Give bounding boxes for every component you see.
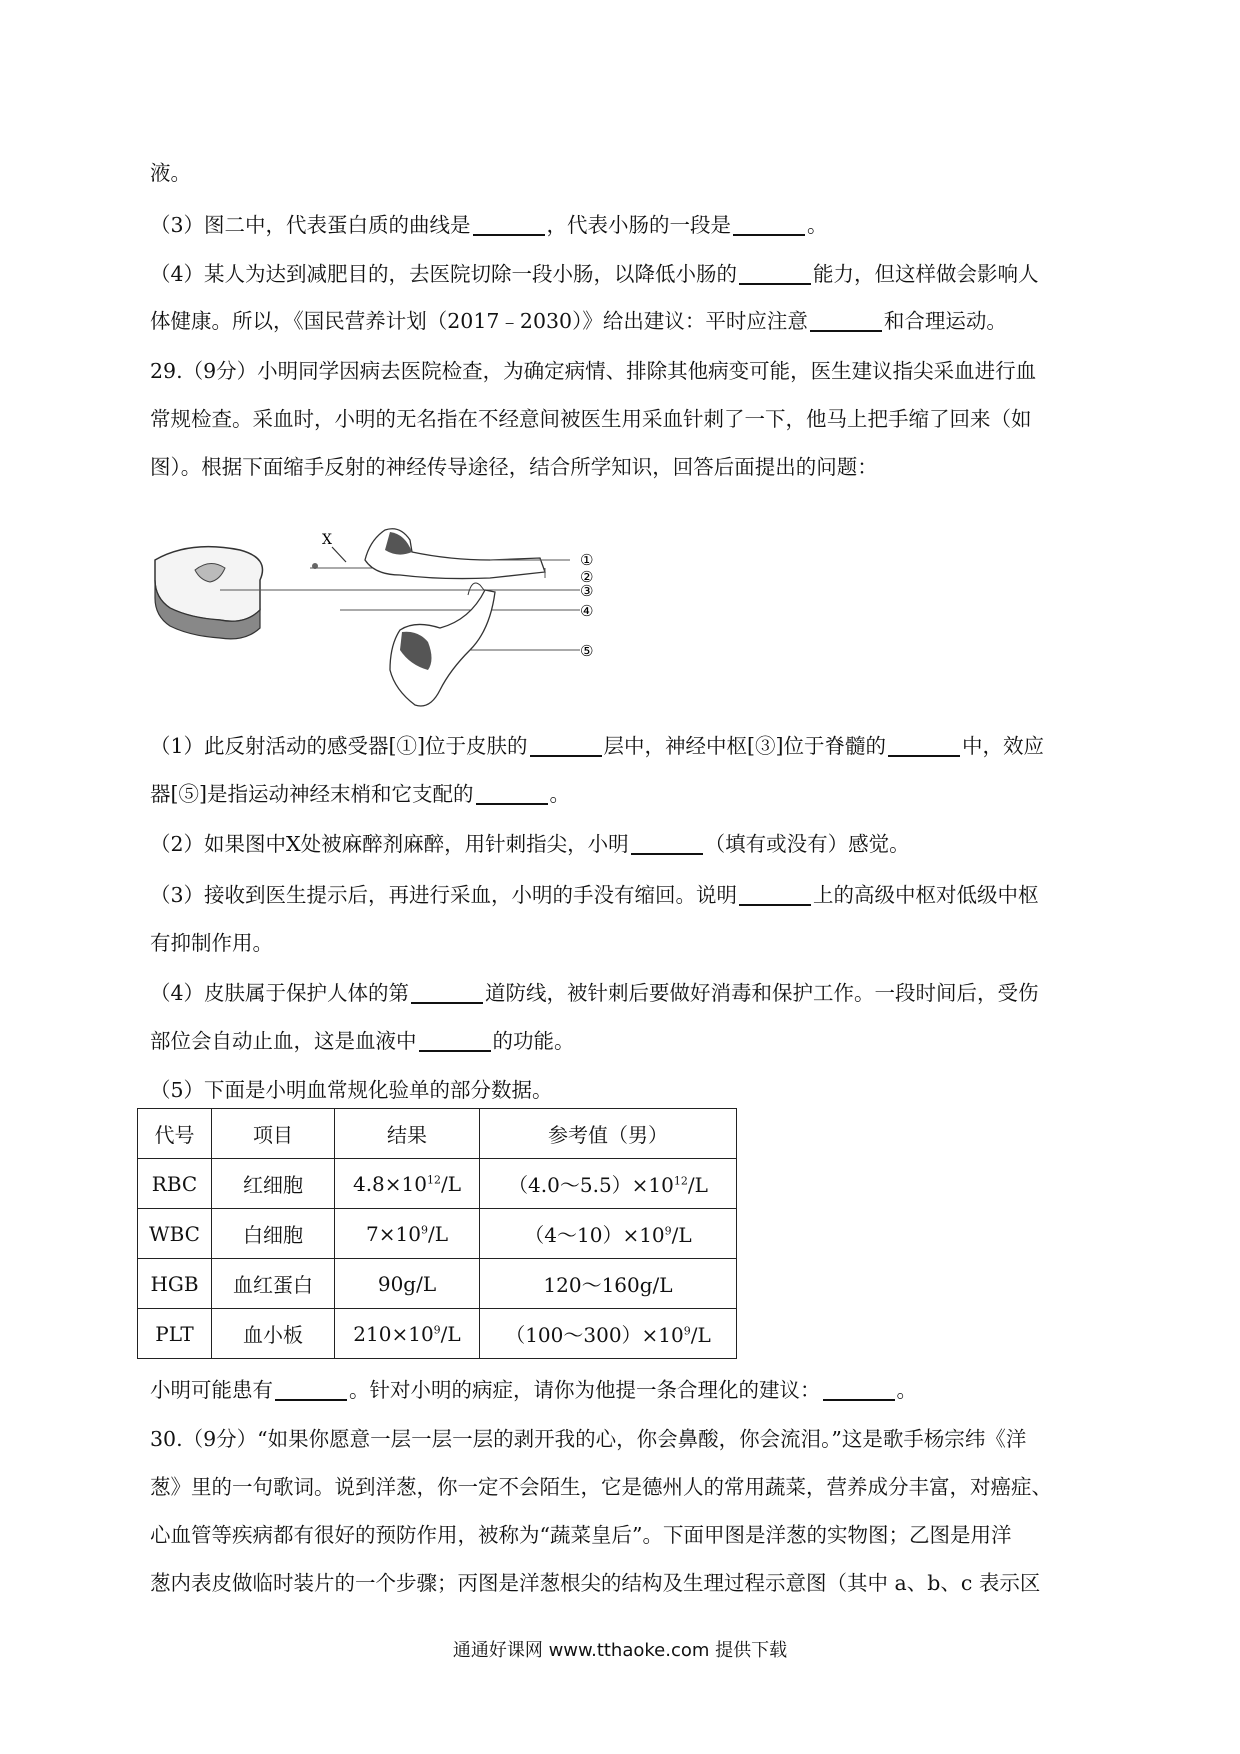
code-cell: HGB [138, 1259, 212, 1309]
question-30-line4: 葱内表皮做临时装片的一个步骤；丙图是洋葱根尖的结构及生理过程示意图（其中 a、b、c 表示区 [150, 1571, 1041, 1595]
item-cell: 血红蛋白 [212, 1259, 335, 1309]
table-header-row [138, 1109, 737, 1159]
answer-blank[interactable] [419, 1028, 491, 1052]
header-cell: 参考值（男） [480, 1109, 737, 1159]
answer-blank[interactable] [739, 882, 811, 906]
item-cell: 血小板 [212, 1309, 335, 1359]
question-30-line2: 葱》里的一句歌词。说到洋葱，你一定不会陌生，它是德州人的常用蔬菜，营养成分丰富，对癌症、 [150, 1475, 1052, 1499]
code-cell: WBC [138, 1209, 212, 1259]
question-4: （4）某人为达到减肥目的，去医院切除一段小肠，以降低小肠的 能力，但这样做会影响人 [150, 262, 1039, 286]
answer-blank[interactable] [275, 1377, 347, 1401]
label-1: ① [580, 551, 594, 569]
reference-cell: $(4\sim 10)\times 10^9/L$ [480, 1209, 737, 1259]
result-cell: $210\times 10^9/L$ [335, 1309, 480, 1359]
reference-cell: $(100\sim 300)\times 10^9/L$ [480, 1309, 737, 1359]
reference-cell: $(4.0\sim 5.5)\times 10^{12}/L$ [480, 1159, 737, 1209]
question-29-line3: 图）。根据下面缩手反射的神经传导途径，结合所学知识，回答后面提出的问题： [150, 455, 878, 479]
diagnosis-line: 小明可能患有 。针对小明的病症，请你为他提一条合理化的建议： 。 [150, 1378, 917, 1402]
question-4-cont: 体健康。所以，《国民营养计划（2017﹣2030）》给出建议：平时应注意 和合理运动。 [150, 309, 1007, 333]
answer-blank[interactable] [739, 261, 811, 285]
subquestion-1: （1）此反射活动的感受器[①]位于皮肤的 层中，神经中枢[③]位于脊髓的 中，效应 [150, 734, 1045, 758]
subquestion-2: （2）如果图中X处被麻醉剂麻醉，用针刺指尖，小明 （填有或没有）感觉。 [150, 832, 910, 856]
subquestion-4-cont: 部位会自动止血，这是血液中 的功能。 [150, 1029, 575, 1053]
answer-blank[interactable] [476, 781, 548, 805]
code-cell: RBC [138, 1159, 212, 1209]
answer-blank[interactable] [530, 733, 602, 757]
subquestion-3-cont: 有抑制作用。 [150, 931, 273, 955]
arm-icon [365, 529, 545, 706]
answer-blank[interactable] [888, 733, 960, 757]
question-29-line2: 常规检查。采血时，小明的无名指在不经意间被医生用采血针刺了一下，他马上把手缩了回来（如 [150, 407, 1032, 431]
header-cell: 项目 [212, 1109, 335, 1159]
label-5: ⑤ [580, 642, 594, 660]
reflex-arc-figure [150, 520, 670, 720]
blood-test-table [137, 1108, 737, 1359]
result-cell: 90g/L [335, 1259, 480, 1309]
table-row [138, 1209, 737, 1259]
reference-cell: 120～160g/L [480, 1259, 737, 1309]
subquestion-4: （4）皮肤属于保护人体的第 道防线，被针刺后要做好消毒和保护工作。一段时间后，受伤 [150, 981, 1039, 1005]
spinal-cord-icon [155, 547, 263, 639]
item-cell: 白细胞 [212, 1209, 335, 1259]
result-cell: $4.8\times 10^{12}/L$ [335, 1159, 480, 1209]
label-4: ④ [580, 602, 594, 620]
table-row [138, 1159, 737, 1209]
label-2: ② [580, 568, 594, 586]
answer-blank[interactable] [631, 831, 703, 855]
answer-blank[interactable] [733, 212, 805, 236]
table-row [138, 1309, 737, 1359]
question-3: （3）图二中，代表蛋白质的曲线是 ，代表小肠的一段是 。 [150, 213, 828, 237]
page-footer: 通通好课网 www.tthaoke.com 提供下载 [452, 1640, 788, 1661]
header-cell: 代号 [138, 1109, 212, 1159]
subquestion-1-cont: 器[⑤]是指运动神经末梢和它支配的 。 [150, 782, 570, 806]
question-30-line1: 30.（9分）“如果你愿意一层一层一层的剥开我的心，你会鼻酸，你会流泪。”这是歌手杨宗纬《洋 [150, 1427, 1027, 1451]
x-marker-label: X [322, 532, 332, 548]
item-cell: 红细胞 [212, 1159, 335, 1209]
header-cell: 结果 [335, 1109, 480, 1159]
question-29-line1: 29.（9分）小明同学因病去医院检查，为确定病情、排除其他病变可能，医生建议指尖采血进行血 [150, 359, 1037, 383]
answer-blank[interactable] [810, 308, 882, 332]
subquestion-3: （3）接收到医生提示后，再进行采血，小明的手没有缩回。说明 上的高级中枢对低级中枢 [150, 883, 1039, 907]
answer-blank[interactable] [823, 1377, 895, 1401]
label-3: ③ [580, 582, 594, 600]
text-line: 液。 [150, 161, 191, 185]
code-cell: PLT [138, 1309, 212, 1359]
answer-blank[interactable] [473, 212, 545, 236]
subquestion-5: （5）下面是小明血常规化验单的部分数据。 [150, 1078, 553, 1102]
question-30-line3: 心血管等疾病都有很好的预防作用，被称为“蔬菜皇后”。下面甲图是洋葱的实物图；乙图是用洋 [150, 1523, 1012, 1547]
answer-blank[interactable] [411, 980, 483, 1004]
result-cell: $7\times 10^9/L$ [335, 1209, 480, 1259]
table-row [138, 1259, 737, 1309]
